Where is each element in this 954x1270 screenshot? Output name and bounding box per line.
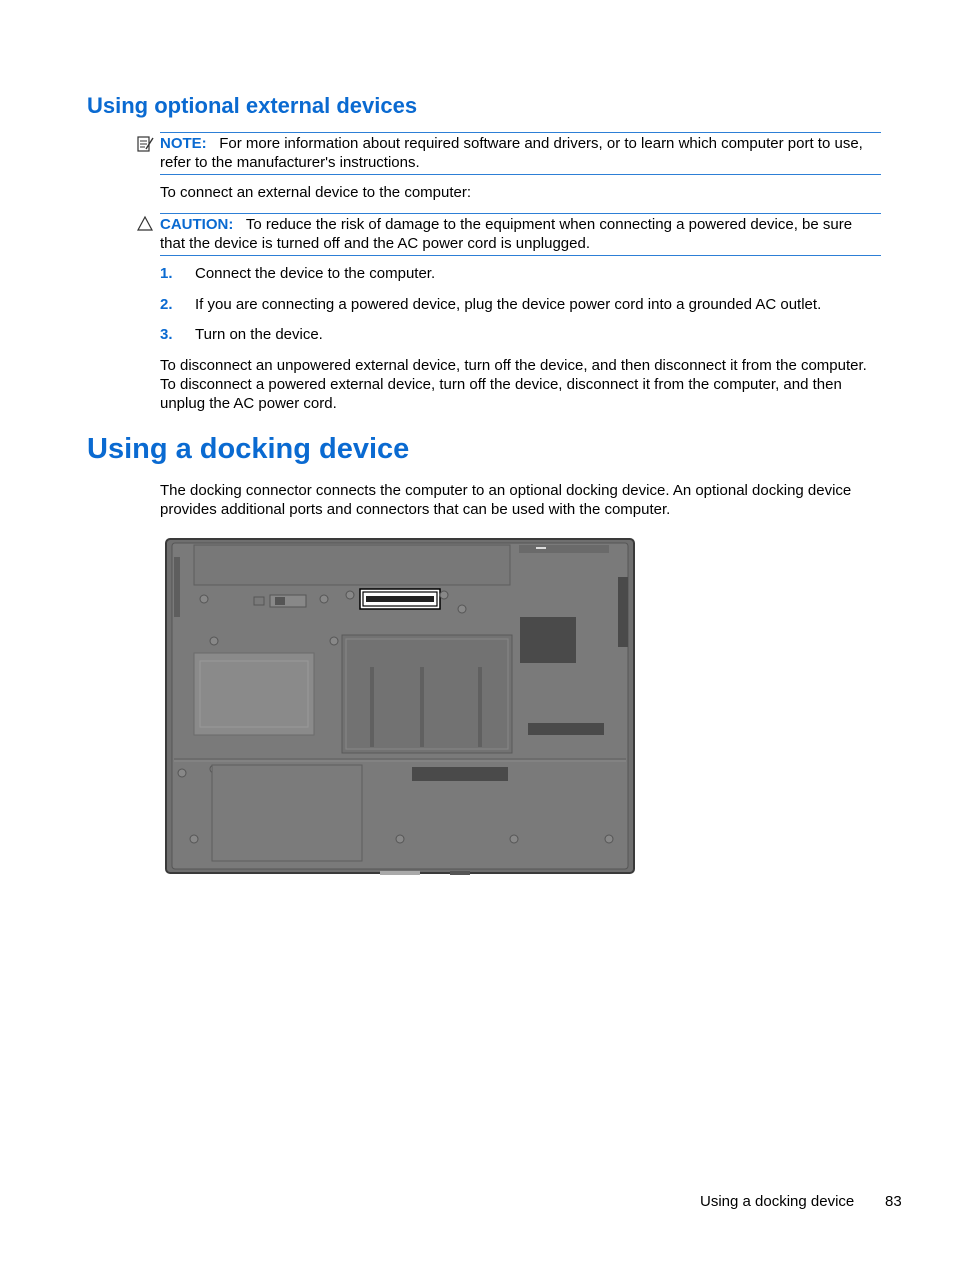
- page-number: 83: [885, 1193, 902, 1210]
- step-number: 1.: [160, 265, 173, 282]
- intro-text: To connect an external device to the computer:: [160, 184, 472, 201]
- note-icon: [136, 135, 154, 153]
- disconnect-paragraph: To disconnect an unpowered external device, turn off the device, and then disconnect it from the computer. To disconnect a powered external device, turn off the device, disconnect it from the computer, and then unplug the AC power cord.: [160, 357, 867, 412]
- docking-heading: Using a docking device: [87, 433, 410, 465]
- note-label: NOTE:: [160, 135, 207, 152]
- caution-text: To reduce the risk of damage to the equipment when connecting a powered device, be sure that the device is turned off and the AC power cord is unplugged.: [160, 216, 853, 252]
- step-number: 2.: [160, 296, 173, 313]
- caution-triangle-icon: [136, 215, 154, 233]
- caution-callout: [160, 213, 881, 256]
- caution-label: CAUTION:: [160, 216, 234, 233]
- laptop-bottom-illustration: [164, 537, 636, 877]
- docking-body: The docking connector connects the computer to an optional docking device. An optional docking device provides additional ports and connectors that can be used with the computer.: [160, 482, 852, 518]
- step-text: Turn on the device.: [195, 326, 323, 343]
- section-heading: Using optional external devices: [87, 93, 418, 118]
- step-number: 3.: [160, 326, 173, 343]
- footer-section-title: Using a docking device: [700, 1193, 855, 1210]
- note-callout: [160, 132, 881, 175]
- step-text: If you are connecting a powered device, plug the device power cord into a grounded AC outlet.: [195, 296, 822, 313]
- step-text: Connect the device to the computer.: [195, 265, 436, 282]
- note-text: For more information about required software and drivers, or to learn which computer port to use, refer to the manufacturer's instructions.: [160, 135, 863, 171]
